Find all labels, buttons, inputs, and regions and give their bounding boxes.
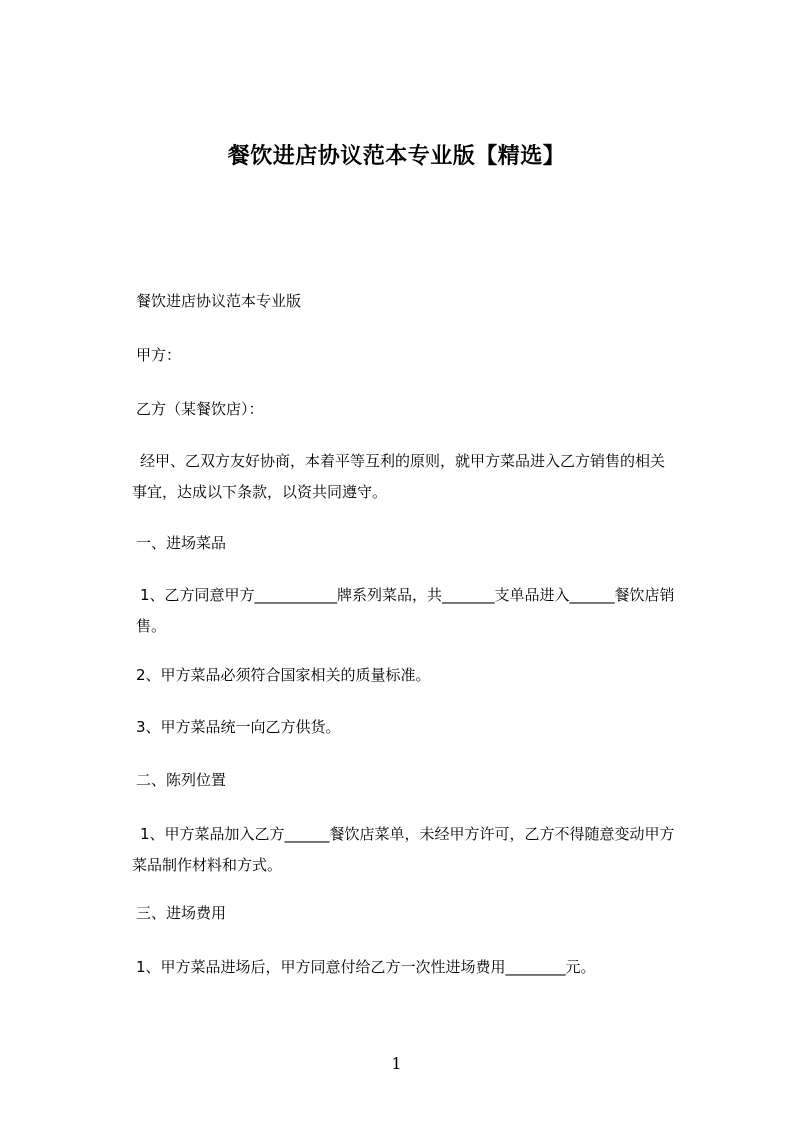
section-1-item-3: 3、甲方菜品统一向乙方供货。 (136, 718, 341, 736)
intro-paragraph (132, 446, 716, 508)
section-3-heading: 三、进场费用 (136, 904, 227, 922)
page-number: 1 (391, 1054, 402, 1073)
intro-line-1: 经甲、乙双方友好协商，本着平等互利的原则，就甲方菜品进入乙方销售的相关 (140, 452, 666, 470)
s2-item1-line-2: 菜品制作材料和方式。 (132, 856, 283, 874)
document-title: 餐饮进店协议范本专业版【精选】 (227, 144, 566, 169)
section-1-item-2: 2、甲方菜品必须符合国家相关的质量标准。 (136, 666, 431, 684)
party-a-label: 甲方： (136, 346, 182, 364)
section-1-heading: 一、进场菜品 (136, 534, 227, 552)
section-3-item-1: 1、甲方菜品进场后，甲方同意付给乙方一次性进场费用________元。 (136, 958, 596, 976)
s1-item1-line-1: 1、乙方同意甲方___________牌系列菜品，共_______支单品进入______餐饮店销 (140, 586, 675, 604)
s1-item1-line-2: 售。 (136, 617, 167, 635)
subtitle-text: 餐饮进店协议范本专业版 (136, 292, 302, 310)
section-2-heading: 二、陈列位置 (136, 771, 227, 789)
intro-line-2: 事宜，达成以下条款，以资共同遵守。 (132, 483, 388, 501)
party-b-label: 乙方（某餐饮店）： (136, 400, 264, 418)
section-2-item-1 (132, 819, 716, 881)
s2-item1-line-1: 1、甲方菜品加入乙方______餐饮店菜单，未经甲方许可，乙方不得随意变动甲方 (140, 825, 675, 843)
section-1-item-1 (136, 580, 716, 642)
